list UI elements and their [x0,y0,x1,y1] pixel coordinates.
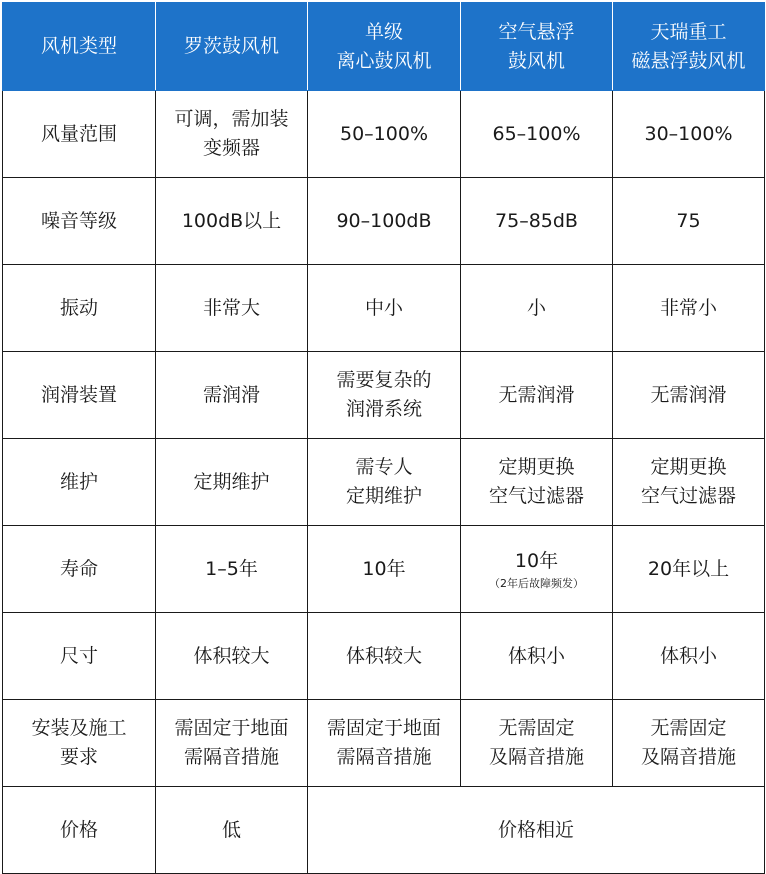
table-row [3,700,765,787]
table-cell [461,352,613,439]
cell-line: 90–100dB [336,209,432,232]
table-cell [156,178,308,265]
header-line: 鼓风机 [507,49,565,72]
row-label-cell [3,265,156,352]
table-cell [613,352,765,439]
header-cell-row-label [3,3,156,91]
table-cell [308,178,461,265]
cell-line: 30–100% [644,122,733,145]
cell-line: 中小 [364,296,403,319]
table-cell [156,439,308,526]
table-cell [156,613,308,700]
row-label-cell [3,613,156,700]
table-cell [461,265,613,352]
cell-line: 寿命 [59,557,98,580]
header-row-label: 风机类型 [40,35,117,57]
cell-line: 10年 [362,557,406,580]
table-cell [461,178,613,265]
row-label-cell [3,352,156,439]
cell-line: 定期维护 [193,470,270,493]
cell-line: 需隔音措施 [336,746,432,768]
table-cell [613,178,765,265]
table-cell [461,439,613,526]
header-line: 离心鼓风机 [336,49,432,72]
header-line: 单级 [364,20,403,43]
table-cell [156,265,308,352]
cell-line: 价格相近 [497,818,574,841]
cell-line: 要求 [59,746,98,768]
header-cell-roots-blower [156,3,308,91]
cell-line: 需固定于地面 [174,717,289,739]
cell-line: 需专人 [355,456,413,478]
row-label-cell [3,439,156,526]
cell-line: 无需固定 [498,717,575,739]
cell-line: 100dB以上 [181,209,282,232]
cell-line: 润滑系统 [345,398,422,420]
header-line: 罗茨鼓风机 [183,35,279,57]
cell-line: 20年以上 [647,557,730,580]
table-cell [613,265,765,352]
table-row [3,91,765,178]
table-row [3,265,765,352]
table-row [3,613,765,700]
cell-line: 及隔音措施 [488,746,584,768]
cell-line: 及隔音措施 [640,746,736,768]
table-cell [308,613,461,700]
table-cell [308,700,461,787]
cell-line: 振动 [59,296,98,319]
table-cell [308,439,461,526]
table-cell [308,526,461,613]
header-row [3,3,765,91]
cell-line: 无需润滑 [650,383,727,406]
table-cell-merged [308,787,765,874]
table-row [3,178,765,265]
cell-line: 75–85dB [495,209,578,232]
row-label-cell [3,787,156,874]
cell-line: 需隔音措施 [183,746,279,768]
header-cell-air-bearing-blower [461,3,613,91]
cell-line: 小 [526,296,546,319]
table-cell [156,700,308,787]
table-row-price [3,787,765,874]
table-cell [613,91,765,178]
table-cell [613,439,765,526]
header-cell-centrifugal-blower [308,3,461,91]
cell-line: 体积较大 [345,644,422,667]
cell-line: 定期更换 [498,456,575,478]
row-label-cell [3,526,156,613]
table-cell [156,352,308,439]
cell-line: 可调，需加装 [174,108,289,130]
table-header [3,3,765,91]
cell-line: 需要复杂的 [336,369,432,391]
table-cell [156,526,308,613]
header-line: 天瑞重工 [650,20,727,43]
cell-line: 价格 [59,818,98,841]
cell-line: 50–100% [340,122,428,145]
table-cell [461,613,613,700]
cell-line: 10年 [514,549,559,572]
header-line: 空气悬浮 [498,20,575,43]
cell-line: 空气过滤器 [640,485,736,507]
cell-line: 体积小 [659,644,717,667]
table-row [3,439,765,526]
row-label-cell [3,91,156,178]
cell-line: 需固定于地面 [326,717,441,739]
table-cell [308,352,461,439]
cell-line: 需润滑 [202,383,260,406]
table-row [3,526,765,613]
cell-line: 安装及施工 [31,717,127,739]
cell-line: 噪音等级 [40,209,117,232]
table-row [3,352,765,439]
cell-line: 空气过滤器 [488,485,584,507]
cell-line: 75 [676,209,701,232]
table-cell [308,91,461,178]
cell-line: 风量范围 [40,122,117,145]
row-label-cell [3,178,156,265]
cell-note: （2年后故障频发） [489,576,584,590]
cell-line: 无需润滑 [498,383,575,406]
header-line: 磁悬浮鼓风机 [631,49,746,72]
cell-line: 无需固定 [650,717,727,739]
table-cell [461,91,613,178]
cell-line: 1–5年 [205,557,258,580]
table-cell [156,787,308,874]
table-cell [613,526,765,613]
cell-line: 变频器 [202,137,260,159]
cell-line: 维护 [59,470,98,493]
table-cell [156,91,308,178]
row-label-cell [3,700,156,787]
cell-line: 非常大 [202,296,260,319]
cell-line: 定期更换 [650,456,727,478]
cell-line: 体积较大 [193,644,270,667]
table-cell [461,526,613,613]
cell-line: 定期维护 [345,485,422,507]
blower-comparison-table [2,2,765,874]
table-cell [461,700,613,787]
table-cell [613,700,765,787]
cell-line: 润滑装置 [40,383,117,406]
table-body [3,91,765,874]
cell-line: 体积小 [507,644,565,667]
table-cell [308,265,461,352]
table-cell [613,613,765,700]
cell-line: 低 [221,818,241,841]
cell-line: 65–100% [492,122,581,145]
header-cell-maglev-blower [613,3,765,91]
cell-line: 尺寸 [59,644,98,667]
cell-line: 非常小 [659,296,717,319]
